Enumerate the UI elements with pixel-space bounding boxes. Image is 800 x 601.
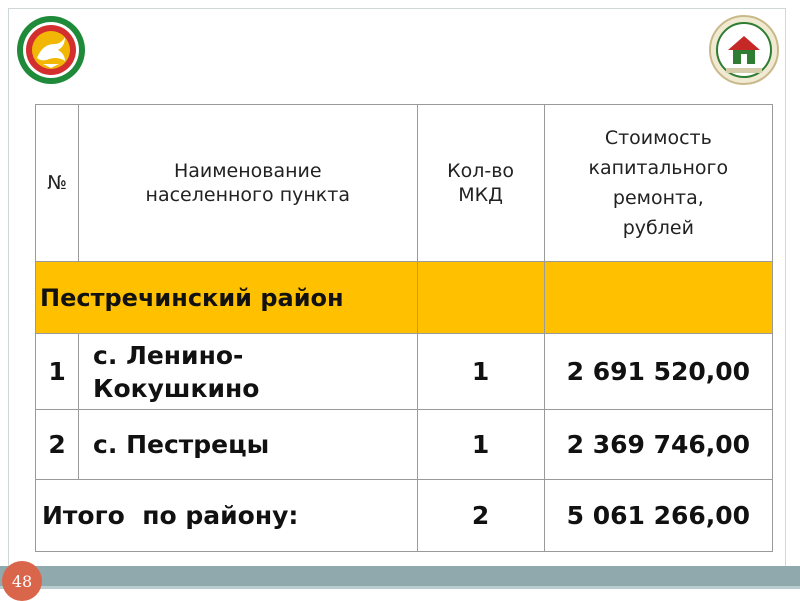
page-number-badge bbox=[2, 561, 42, 601]
total-row bbox=[36, 480, 773, 552]
repair-cost-table bbox=[35, 104, 773, 552]
row-number: 1 bbox=[36, 334, 79, 410]
repair-cost: 2 691 520,00 bbox=[544, 334, 772, 410]
footer-divider bbox=[0, 586, 800, 589]
building-count: 1 bbox=[417, 334, 544, 410]
page-number: 48 bbox=[11, 571, 33, 591]
tatarstan-emblem-icon bbox=[15, 14, 87, 86]
settlement-name: с. Ленино- Кокушкино bbox=[79, 334, 417, 410]
header-settlement-name: Наименование населенного пункта bbox=[79, 105, 417, 262]
table-row bbox=[36, 334, 773, 410]
header-repair-cost: Стоимость капитального ремонта, рублей bbox=[544, 105, 772, 262]
header-building-count: Кол-во МКД bbox=[417, 105, 544, 262]
region-row bbox=[36, 262, 773, 334]
region-name: Пестречинский район bbox=[36, 262, 418, 334]
total-cost: 5 061 266,00 bbox=[544, 480, 772, 552]
header-number: № bbox=[36, 105, 79, 262]
footer-bar bbox=[0, 566, 800, 588]
table-row bbox=[36, 410, 773, 480]
region-cost-cell bbox=[544, 262, 772, 334]
repair-cost: 2 369 746,00 bbox=[544, 410, 772, 480]
total-count: 2 bbox=[417, 480, 544, 552]
housing-fund-logo-icon bbox=[708, 14, 780, 86]
table-header-row bbox=[36, 105, 773, 262]
settlement-name: с. Пестрецы bbox=[79, 410, 417, 480]
region-count-cell bbox=[417, 262, 544, 334]
building-count: 1 bbox=[417, 410, 544, 480]
total-label: Итого по району: bbox=[36, 480, 418, 552]
row-number: 2 bbox=[36, 410, 79, 480]
